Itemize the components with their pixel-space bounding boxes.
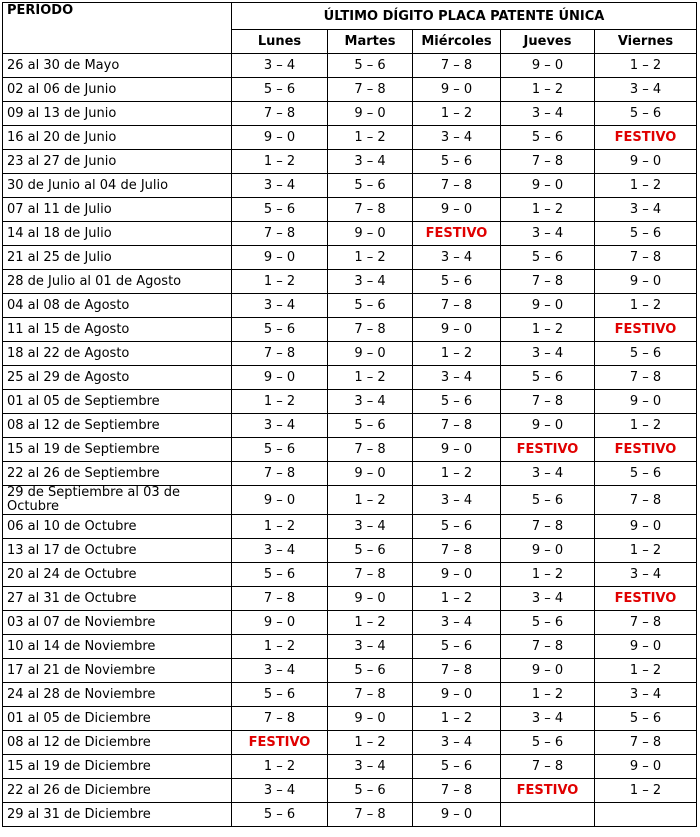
digit-cell-jueves: 3 – 4 — [501, 462, 595, 486]
digit-cell-martes: 1 – 2 — [328, 366, 413, 390]
digit-cell-jueves: 5 – 6 — [501, 366, 595, 390]
digit-cell-viernes: 5 – 6 — [595, 102, 697, 126]
period-cell: 08 al 12 de Septiembre — [3, 414, 232, 438]
digit-cell-martes: 5 – 6 — [328, 659, 413, 683]
table-row — [3, 78, 697, 102]
period-cell: 22 al 26 de Septiembre — [3, 462, 232, 486]
period-cell: 28 de Julio al 01 de Agosto — [3, 270, 232, 294]
digit-cell-martes: 5 – 6 — [328, 539, 413, 563]
digit-cell-viernes: 5 – 6 — [595, 707, 697, 731]
digit-cell-lunes: 1 – 2 — [232, 635, 328, 659]
digit-cell-lunes: 5 – 6 — [232, 683, 328, 707]
digit-cell-lunes: 7 – 8 — [232, 102, 328, 126]
digit-cell-viernes: 9 – 0 — [595, 635, 697, 659]
digit-cell-lunes: 9 – 0 — [232, 246, 328, 270]
digit-cell-jueves: 9 – 0 — [501, 294, 595, 318]
digit-cell-miercoles: 7 – 8 — [413, 294, 501, 318]
digit-cell-jueves: 3 – 4 — [501, 587, 595, 611]
festivo-cell-viernes: FESTIVO — [595, 318, 697, 342]
digit-cell-jueves: 5 – 6 — [501, 126, 595, 150]
digit-cell-lunes: 9 – 0 — [232, 486, 328, 515]
digit-cell-martes: 9 – 0 — [328, 342, 413, 366]
digit-cell-martes: 3 – 4 — [328, 270, 413, 294]
digit-cell-martes: 3 – 4 — [328, 635, 413, 659]
digit-cell-jueves: 5 – 6 — [501, 731, 595, 755]
period-cell: 18 al 22 de Agosto — [3, 342, 232, 366]
digit-cell-miercoles: 9 – 0 — [413, 803, 501, 827]
digit-cell-viernes: 9 – 0 — [595, 150, 697, 174]
digit-cell-miercoles: 7 – 8 — [413, 659, 501, 683]
digit-cell-lunes: 7 – 8 — [232, 222, 328, 246]
empty-cell — [595, 803, 697, 827]
digit-cell-lunes: 5 – 6 — [232, 78, 328, 102]
digit-cell-lunes: 1 – 2 — [232, 150, 328, 174]
digit-cell-lunes: 5 – 6 — [232, 803, 328, 827]
festivo-cell-viernes: FESTIVO — [595, 438, 697, 462]
digit-cell-viernes: 7 – 8 — [595, 611, 697, 635]
digit-cell-lunes: 5 – 6 — [232, 318, 328, 342]
period-cell: 01 al 05 de Septiembre — [3, 390, 232, 414]
digit-cell-lunes: 1 – 2 — [232, 390, 328, 414]
digit-cell-viernes: 9 – 0 — [595, 270, 697, 294]
table-row — [3, 731, 697, 755]
digit-cell-miercoles: 9 – 0 — [413, 683, 501, 707]
table-body — [3, 54, 697, 827]
digit-cell-martes: 7 – 8 — [328, 803, 413, 827]
period-cell: 27 al 31 de Octubre — [3, 587, 232, 611]
period-cell: 20 al 24 de Octubre — [3, 563, 232, 587]
festivo-cell-jueves: FESTIVO — [501, 779, 595, 803]
period-cell: 29 al 31 de Diciembre — [3, 803, 232, 827]
digit-cell-lunes: 5 – 6 — [232, 438, 328, 462]
period-cell: 30 de Junio al 04 de Julio — [3, 174, 232, 198]
festivo-cell-viernes: FESTIVO — [595, 126, 697, 150]
period-cell: 25 al 29 de Agosto — [3, 366, 232, 390]
digit-cell-lunes: 3 – 4 — [232, 54, 328, 78]
digit-cell-viernes: 1 – 2 — [595, 539, 697, 563]
period-cell: 06 al 10 de Octubre — [3, 515, 232, 539]
digit-cell-martes: 5 – 6 — [328, 174, 413, 198]
digit-cell-martes: 7 – 8 — [328, 198, 413, 222]
digit-cell-miercoles: 5 – 6 — [413, 755, 501, 779]
day-header-lunes: Lunes — [232, 30, 328, 54]
digit-cell-martes: 9 – 0 — [328, 462, 413, 486]
table-row — [3, 611, 697, 635]
digit-cell-jueves: 3 – 4 — [501, 222, 595, 246]
table-row — [3, 707, 697, 731]
table-row — [3, 462, 697, 486]
digit-cell-jueves: 7 – 8 — [501, 270, 595, 294]
digit-cell-lunes: 1 – 2 — [232, 755, 328, 779]
period-cell: 11 al 15 de Agosto — [3, 318, 232, 342]
digit-cell-jueves: 9 – 0 — [501, 414, 595, 438]
table-row — [3, 414, 697, 438]
digit-cell-martes: 5 – 6 — [328, 294, 413, 318]
digit-cell-miercoles: 1 – 2 — [413, 462, 501, 486]
table-row — [3, 659, 697, 683]
digit-cell-jueves: 5 – 6 — [501, 246, 595, 270]
digit-cell-martes: 1 – 2 — [328, 731, 413, 755]
digit-cell-martes: 7 – 8 — [328, 318, 413, 342]
digit-cell-lunes: 7 – 8 — [232, 707, 328, 731]
table-row — [3, 342, 697, 366]
empty-cell — [501, 803, 595, 827]
digit-cell-viernes: 1 – 2 — [595, 414, 697, 438]
table-row — [3, 683, 697, 707]
period-cell: 13 al 17 de Octubre — [3, 539, 232, 563]
restriction-schedule-table — [2, 2, 697, 827]
digit-cell-jueves: 7 – 8 — [501, 755, 595, 779]
digit-cell-martes: 1 – 2 — [328, 126, 413, 150]
digit-cell-miercoles: 3 – 4 — [413, 246, 501, 270]
day-header-martes: Martes — [328, 30, 413, 54]
digit-cell-jueves: 1 – 2 — [501, 563, 595, 587]
day-header-viernes: Viernes — [595, 30, 697, 54]
digit-cell-martes: 9 – 0 — [328, 222, 413, 246]
digit-cell-viernes: 3 – 4 — [595, 563, 697, 587]
digit-cell-lunes: 3 – 4 — [232, 659, 328, 683]
digit-cell-jueves: 3 – 4 — [501, 707, 595, 731]
digit-cell-lunes: 3 – 4 — [232, 294, 328, 318]
digit-cell-jueves: 3 – 4 — [501, 342, 595, 366]
digit-cell-viernes: 9 – 0 — [595, 515, 697, 539]
digit-cell-lunes: 1 – 2 — [232, 270, 328, 294]
digit-cell-jueves: 7 – 8 — [501, 635, 595, 659]
digit-cell-miercoles: 3 – 4 — [413, 126, 501, 150]
period-cell: 15 al 19 de Diciembre — [3, 755, 232, 779]
table-row — [3, 270, 697, 294]
festivo-cell-lunes: FESTIVO — [232, 731, 328, 755]
table-row — [3, 102, 697, 126]
digit-cell-miercoles: 9 – 0 — [413, 78, 501, 102]
digit-cell-miercoles: 5 – 6 — [413, 270, 501, 294]
digit-cell-martes: 7 – 8 — [328, 683, 413, 707]
period-cell: 07 al 11 de Julio — [3, 198, 232, 222]
table-row — [3, 222, 697, 246]
digit-cell-lunes: 7 – 8 — [232, 462, 328, 486]
digit-cell-jueves: 9 – 0 — [501, 54, 595, 78]
digit-cell-miercoles: 5 – 6 — [413, 150, 501, 174]
period-cell: 22 al 26 de Diciembre — [3, 779, 232, 803]
digit-cell-martes: 3 – 4 — [328, 755, 413, 779]
digit-cell-miercoles: 7 – 8 — [413, 779, 501, 803]
digit-cell-jueves: 7 – 8 — [501, 390, 595, 414]
digit-cell-viernes: 1 – 2 — [595, 174, 697, 198]
digit-cell-martes: 1 – 2 — [328, 246, 413, 270]
period-cell: 26 al 30 de Mayo — [3, 54, 232, 78]
table-row — [3, 587, 697, 611]
table-row — [3, 779, 697, 803]
digit-cell-viernes: 3 – 4 — [595, 198, 697, 222]
table-row — [3, 486, 697, 515]
digit-cell-jueves: 3 – 4 — [501, 102, 595, 126]
table-row — [3, 515, 697, 539]
digit-cell-martes: 5 – 6 — [328, 54, 413, 78]
digit-cell-viernes: 7 – 8 — [595, 246, 697, 270]
period-cell: 16 al 20 de Junio — [3, 126, 232, 150]
digit-cell-lunes: 3 – 4 — [232, 174, 328, 198]
table-row — [3, 54, 697, 78]
digit-cell-miercoles: 9 – 0 — [413, 198, 501, 222]
digit-cell-miercoles: 3 – 4 — [413, 731, 501, 755]
digit-cell-martes: 1 – 2 — [328, 611, 413, 635]
digit-cell-miercoles: 1 – 2 — [413, 342, 501, 366]
digit-cell-viernes: 7 – 8 — [595, 731, 697, 755]
digit-cell-martes: 3 – 4 — [328, 150, 413, 174]
digit-cell-jueves: 7 – 8 — [501, 150, 595, 174]
digit-cell-lunes: 3 – 4 — [232, 414, 328, 438]
digit-cell-jueves: 5 – 6 — [501, 611, 595, 635]
digit-cell-jueves: 9 – 0 — [501, 659, 595, 683]
digit-cell-jueves: 1 – 2 — [501, 198, 595, 222]
period-cell: 17 al 21 de Noviembre — [3, 659, 232, 683]
digit-cell-viernes: 1 – 2 — [595, 779, 697, 803]
header-row-top — [3, 3, 697, 30]
digit-cell-miercoles: 9 – 0 — [413, 563, 501, 587]
digit-cell-lunes: 5 – 6 — [232, 563, 328, 587]
period-cell: 01 al 05 de Diciembre — [3, 707, 232, 731]
period-cell: 02 al 06 de Junio — [3, 78, 232, 102]
digit-cell-miercoles: 5 – 6 — [413, 390, 501, 414]
period-cell: 29 de Septiembre al 03 de Octubre — [3, 486, 232, 515]
period-cell: 15 al 19 de Septiembre — [3, 438, 232, 462]
digit-cell-miercoles: 7 – 8 — [413, 174, 501, 198]
digit-cell-jueves: 1 – 2 — [501, 78, 595, 102]
digit-cell-miercoles: 7 – 8 — [413, 414, 501, 438]
digit-cell-viernes: 1 – 2 — [595, 54, 697, 78]
digit-cell-lunes: 3 – 4 — [232, 539, 328, 563]
digit-cell-viernes: 9 – 0 — [595, 755, 697, 779]
digit-cell-miercoles: 9 – 0 — [413, 438, 501, 462]
digit-cell-viernes: 9 – 0 — [595, 390, 697, 414]
digit-cell-lunes: 7 – 8 — [232, 587, 328, 611]
period-cell: 24 al 28 de Noviembre — [3, 683, 232, 707]
period-cell: 09 al 13 de Junio — [3, 102, 232, 126]
digit-cell-lunes: 7 – 8 — [232, 342, 328, 366]
period-cell: 23 al 27 de Junio — [3, 150, 232, 174]
period-cell: 21 al 25 de Julio — [3, 246, 232, 270]
period-cell: 03 al 07 de Noviembre — [3, 611, 232, 635]
digit-cell-martes: 7 – 8 — [328, 78, 413, 102]
festivo-cell-miercoles: FESTIVO — [413, 222, 501, 246]
digit-cell-lunes: 5 – 6 — [232, 198, 328, 222]
table-row — [3, 438, 697, 462]
table-row — [3, 635, 697, 659]
digit-cell-lunes: 9 – 0 — [232, 611, 328, 635]
digit-cell-martes: 5 – 6 — [328, 414, 413, 438]
digit-cell-lunes: 1 – 2 — [232, 515, 328, 539]
digit-cell-viernes: 5 – 6 — [595, 222, 697, 246]
day-header-miercoles: Miércoles — [413, 30, 501, 54]
table-row — [3, 150, 697, 174]
table-row — [3, 318, 697, 342]
table-row — [3, 294, 697, 318]
digit-cell-martes: 3 – 4 — [328, 390, 413, 414]
digit-cell-miercoles: 5 – 6 — [413, 515, 501, 539]
digit-cell-viernes: 3 – 4 — [595, 683, 697, 707]
digit-cell-jueves: 7 – 8 — [501, 515, 595, 539]
digit-cell-martes: 9 – 0 — [328, 102, 413, 126]
digit-cell-miercoles: 7 – 8 — [413, 539, 501, 563]
festivo-cell-jueves: FESTIVO — [501, 438, 595, 462]
period-cell: 14 al 18 de Julio — [3, 222, 232, 246]
digit-cell-miercoles: 3 – 4 — [413, 366, 501, 390]
digit-cell-martes: 9 – 0 — [328, 587, 413, 611]
period-cell: 04 al 08 de Agosto — [3, 294, 232, 318]
digit-cell-lunes: 9 – 0 — [232, 126, 328, 150]
digit-cell-viernes: 5 – 6 — [595, 462, 697, 486]
digit-cell-miercoles: 5 – 6 — [413, 635, 501, 659]
period-cell: 10 al 14 de Noviembre — [3, 635, 232, 659]
day-header-jueves: Jueves — [501, 30, 595, 54]
digit-cell-miercoles: 3 – 4 — [413, 611, 501, 635]
digit-cell-jueves: 9 – 0 — [501, 174, 595, 198]
table-row — [3, 126, 697, 150]
table-row — [3, 246, 697, 270]
digit-cell-miercoles: 1 – 2 — [413, 102, 501, 126]
period-cell: 08 al 12 de Diciembre — [3, 731, 232, 755]
digit-cell-lunes: 9 – 0 — [232, 366, 328, 390]
digit-cell-martes: 1 – 2 — [328, 486, 413, 515]
digit-cell-miercoles: 3 – 4 — [413, 486, 501, 515]
digit-cell-miercoles: 1 – 2 — [413, 587, 501, 611]
table-row — [3, 803, 697, 827]
table-row — [3, 198, 697, 222]
table-row — [3, 755, 697, 779]
digit-cell-viernes: 5 – 6 — [595, 342, 697, 366]
digit-cell-jueves: 1 – 2 — [501, 318, 595, 342]
table-header — [3, 3, 697, 54]
table-row — [3, 366, 697, 390]
digit-cell-viernes: 7 – 8 — [595, 486, 697, 515]
digit-cell-viernes: 1 – 2 — [595, 659, 697, 683]
ultimo-digito-header: ÚLTIMO DÍGITO PLACA PATENTE ÚNICA — [232, 3, 697, 30]
digit-cell-viernes: 3 – 4 — [595, 78, 697, 102]
digit-cell-viernes: 7 – 8 — [595, 366, 697, 390]
digit-cell-lunes: 3 – 4 — [232, 779, 328, 803]
table-row — [3, 390, 697, 414]
digit-cell-jueves: 9 – 0 — [501, 539, 595, 563]
digit-cell-martes: 7 – 8 — [328, 563, 413, 587]
digit-cell-miercoles: 9 – 0 — [413, 318, 501, 342]
digit-cell-miercoles: 1 – 2 — [413, 707, 501, 731]
digit-cell-martes: 5 – 6 — [328, 779, 413, 803]
digit-cell-jueves: 5 – 6 — [501, 486, 595, 515]
table-row — [3, 174, 697, 198]
table-row — [3, 539, 697, 563]
digit-cell-martes: 7 – 8 — [328, 438, 413, 462]
periodo-header: PERÍODO — [3, 3, 232, 54]
festivo-cell-viernes: FESTIVO — [595, 587, 697, 611]
table-row — [3, 563, 697, 587]
digit-cell-miercoles: 7 – 8 — [413, 54, 501, 78]
digit-cell-jueves: 1 – 2 — [501, 683, 595, 707]
digit-cell-martes: 3 – 4 — [328, 515, 413, 539]
digit-cell-viernes: 1 – 2 — [595, 294, 697, 318]
digit-cell-martes: 9 – 0 — [328, 707, 413, 731]
